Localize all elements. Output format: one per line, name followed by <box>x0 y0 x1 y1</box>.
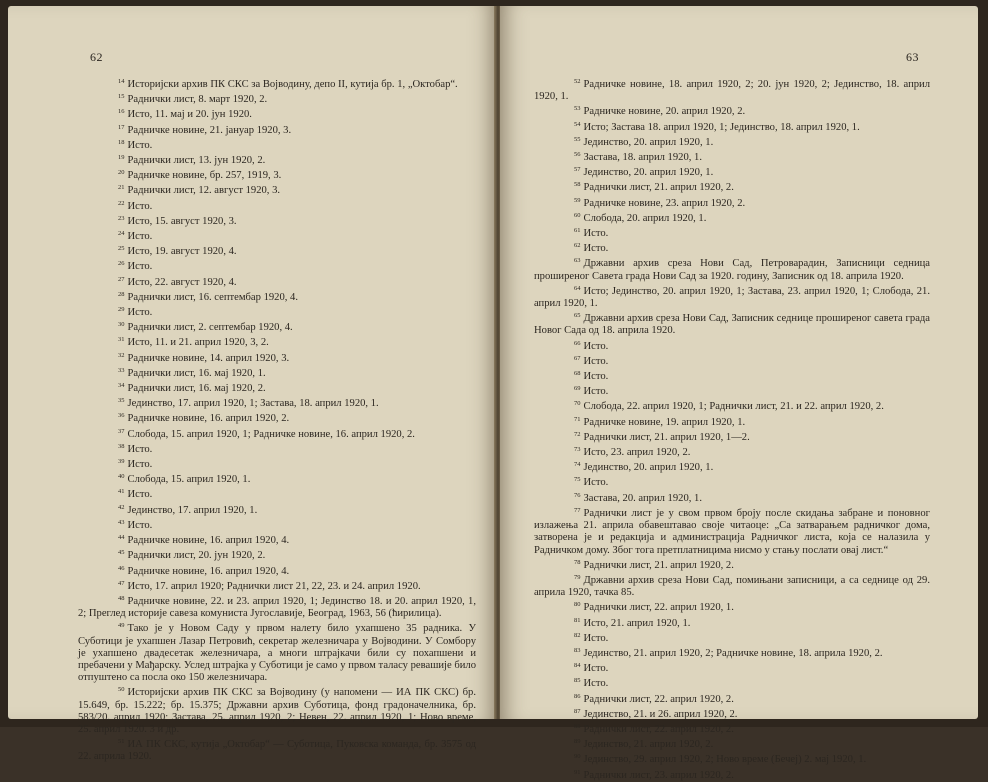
footnote <box>78 502 476 517</box>
footnote-text: Раднички лист, 12. август 1920, 3. <box>127 185 281 197</box>
footnote-text: Јединство, 17. април 1920, 1. <box>127 504 258 516</box>
footnote-text: Раднички лист, 22. април 1920, 1. <box>583 602 734 614</box>
footnote-number: 14 <box>118 78 125 85</box>
footnote <box>534 398 930 413</box>
footnote-number: 28 <box>118 290 125 298</box>
footnote <box>78 426 476 441</box>
footnote-number: 36 <box>118 412 125 420</box>
footnote <box>78 620 476 684</box>
footnote-number: 37 <box>118 427 125 435</box>
footnote <box>78 441 476 456</box>
footnote-text: Историјски архив ПК СКС за Војводину (у напомени — ИА ПК СКС) бр. 15.649, бр. 15.222; бр. 15.375; Државни архив Суботица, фонд градоначелника, бр. 583/20. април 1920; Застава, 25. април 1920, 2; Невен, 22. април 1920, 1; Ново време, 25. април 1920. 3 и др. <box>78 687 476 735</box>
footnote-text: Исто. <box>583 371 609 383</box>
footnote-number: 64 <box>574 284 581 292</box>
footnote-number: 51 <box>118 738 125 746</box>
footnote-text: Застава, 18. април 1920, 1. <box>583 152 702 164</box>
footnote-text: Радничке новине, 18. април 1920, 2; 20. јун 1920, 2; Јединство, 18. април 1920, 1. <box>534 79 930 103</box>
footnote-number: 42 <box>118 503 125 511</box>
footnote-number: 24 <box>118 230 125 238</box>
footnote-number: 21 <box>118 184 125 192</box>
footnote-number: 27 <box>118 275 125 283</box>
footnote-number: 46 <box>118 564 125 572</box>
footnote-number: 40 <box>118 473 125 481</box>
footnote-text: Исто. <box>127 307 153 319</box>
footnote-number: 33 <box>118 366 125 374</box>
footnote <box>534 338 930 353</box>
footnote-number: 26 <box>118 260 125 268</box>
footnote <box>534 240 930 255</box>
footnote-text: Радничке новине, 20. април 1920, 2. <box>583 106 746 118</box>
footnote <box>78 380 476 395</box>
footnote-text: Раднички лист, 22. април 1920, 2. <box>583 723 734 735</box>
footnote <box>78 456 476 471</box>
footnote-text: Исто, 21. април 1920, 1. <box>583 617 691 629</box>
footnote-number: 54 <box>574 120 581 128</box>
footnote-text: Исто. <box>583 663 609 675</box>
footnote <box>78 517 476 532</box>
footnote-text: Раднички лист, 23. април 1920, 2. <box>583 769 734 781</box>
footnote-number: 43 <box>118 518 125 526</box>
footnote <box>534 645 930 660</box>
footnote-text: Слобода, 15. април 1920, 1. <box>127 474 251 486</box>
footnote <box>534 767 930 782</box>
footnote <box>78 471 476 486</box>
footnote-number: 58 <box>574 181 581 189</box>
left-page <box>8 6 496 763</box>
footnote <box>534 691 930 706</box>
footnote <box>78 137 476 152</box>
footnote-text: Раднички лист, 21. април 1920, 2. <box>583 559 734 571</box>
footnote <box>534 103 930 118</box>
footnote-number: 35 <box>118 397 125 405</box>
footnote-number: 48 <box>118 594 125 602</box>
footnote-text: Исто. <box>583 386 609 398</box>
footnote-text: Раднички лист, 20. јун 1920, 2. <box>127 550 266 562</box>
footnote-number: 45 <box>118 549 125 557</box>
footnote <box>78 593 476 620</box>
footnote <box>534 179 930 194</box>
footnote-text: Јединство, 21. и 26. април 1920, 2. <box>583 708 738 720</box>
footnote <box>78 395 476 410</box>
footnote-number: 41 <box>118 488 125 496</box>
footnote <box>534 706 930 721</box>
footnote <box>78 289 476 304</box>
footnote <box>534 444 930 459</box>
footnote-number: 66 <box>574 339 581 347</box>
footnote-text: Радничке новине, 16. април 1920, 4. <box>127 535 290 547</box>
footnote-text: Раднички лист, 8. март 1920, 2. <box>127 94 268 106</box>
footnote <box>534 164 930 179</box>
footnote-number: 19 <box>118 154 125 162</box>
page-number: 62 <box>90 50 103 64</box>
right-page <box>500 6 978 781</box>
footnote-text: Државни архив среза Нови Сад, Записник седнице проширеног савета града Новог Сада од 18. априла 1920. <box>534 313 930 337</box>
footnote-number: 47 <box>118 579 125 587</box>
footnote <box>534 414 930 429</box>
footnote-text: Јединство, 20. април 1920, 1. <box>583 462 714 474</box>
footnote-number: 86 <box>574 692 581 700</box>
footnote <box>78 106 476 121</box>
footnote <box>534 429 930 444</box>
footnote-text: Јединство, 29. април 1920, 2; Ново време (Бечеј) 2. мај 1920, 1. <box>583 754 867 766</box>
footnote-number: 18 <box>118 138 125 146</box>
footnote-number: 85 <box>574 677 581 685</box>
footnote <box>78 563 476 578</box>
footnote <box>78 76 476 91</box>
footnote-text: Исто, 19. август 1920, 4. <box>127 246 237 258</box>
footnote-text: Исто. <box>127 261 153 273</box>
footnote-text: Слобода, 20. април 1920, 1. <box>583 212 707 224</box>
footnote <box>534 210 930 225</box>
footnote-text: Исто. <box>583 355 609 367</box>
footnote-text: Државни архив среза Нови Сад, Петроварадин, Записници седница проширеног Савета града Нови Сад за 1920. годину, Записник од 18. априла 1920. <box>534 258 930 282</box>
footnote <box>78 684 476 736</box>
footnote-number: 61 <box>574 227 581 235</box>
footnote <box>78 122 476 137</box>
footnote <box>78 350 476 365</box>
footnote <box>534 310 930 337</box>
footnote-text: Раднички лист, 16. септембар 1920, 4. <box>127 291 298 303</box>
footnote <box>534 76 930 103</box>
footnote-number: 88 <box>574 722 581 730</box>
footnote-number: 57 <box>574 166 581 174</box>
footnote-text: Јединство, 21. април 1920, 2; Радничке новине, 18. априла 1920, 2. <box>583 647 883 659</box>
footnote <box>534 134 930 149</box>
footnote-text: Јединство, 21. април 1920, 2. <box>583 739 714 751</box>
footnote-text: Исто; Јединство, 20. април 1920, 1; Застава, 23. април 1920, 1; Слобода, 21. април 1920, 1. <box>534 285 930 310</box>
footnote-number: 56 <box>574 151 581 159</box>
footnote-text: Раднички лист, 21. април 1920, 2. <box>583 182 734 194</box>
footnote-number: 75 <box>574 476 581 484</box>
footnote-number: 31 <box>118 336 125 344</box>
footnote-number: 73 <box>574 446 581 454</box>
footnote <box>534 490 930 505</box>
footnote-text: Исто. <box>583 243 609 255</box>
footnote <box>534 630 930 645</box>
footnote-number: 16 <box>118 108 125 116</box>
footnote <box>534 721 930 736</box>
footnote <box>78 304 476 319</box>
footnote-number: 15 <box>118 93 125 101</box>
footnote <box>78 365 476 380</box>
footnote-number: 76 <box>574 491 581 499</box>
footnote-number: 17 <box>118 123 125 131</box>
footnote <box>78 736 476 763</box>
footnote <box>534 368 930 383</box>
footnote <box>534 353 930 368</box>
footnote <box>534 195 930 210</box>
footnote-number: 87 <box>574 707 581 715</box>
footnote <box>78 547 476 562</box>
footnote-text: Исто. <box>127 443 153 455</box>
footnotes-block <box>534 76 930 782</box>
footnote <box>534 383 930 398</box>
footnote-text: Исто. <box>583 678 609 690</box>
footnote-number: 82 <box>574 631 581 639</box>
footnote-text: Исто. <box>583 228 609 240</box>
footnote-number: 79 <box>574 573 581 581</box>
footnote-number: 81 <box>574 616 581 624</box>
footnote-text: Исто, 22. август 1920, 4. <box>127 276 237 288</box>
footnote-number: 62 <box>574 242 581 250</box>
footnote-text: Исто, 15. август 1920, 3. <box>127 215 237 227</box>
footnote-text: Раднички лист, 13. јун 1920, 2. <box>127 155 266 167</box>
footnote <box>534 119 930 134</box>
footnote-text: ИА ПК СКС, кутија „Октобар“ — Суботица, Пуковска команда, бр. 3575 од 22. априла 1920. <box>78 739 476 763</box>
footnote-number: 53 <box>574 105 581 113</box>
footnote-text: Радничке новине, 16. април 1920, 2. <box>127 413 290 425</box>
footnote-number: 22 <box>118 199 125 207</box>
footnote <box>534 751 930 766</box>
footnote-text: Исто. <box>127 489 153 501</box>
footnote-number: 20 <box>118 169 125 177</box>
footnote-text: Државни архив среза Нови Сад, помињани записници, а са седнице од 29. априла 1920, тачка 85. <box>534 574 930 599</box>
footnote <box>534 557 930 572</box>
footnote <box>78 410 476 425</box>
footnote-number: 78 <box>574 558 581 566</box>
footnote-number: 80 <box>574 601 581 609</box>
footnote-text: Исто. <box>127 231 153 243</box>
footnote-text: Исто, 11. мај и 20. јун 1920. <box>127 109 252 121</box>
footnote-number: 63 <box>574 257 581 265</box>
footnote-text: Исто; Застава 18. април 1920, 1; Јединство, 18. април 1920, 1. <box>583 121 860 133</box>
footnote-text: Исто, 11. и 21. април 1920, 3, 2. <box>127 337 269 349</box>
footnote-text: Раднички лист, 2. септембар 1920, 4. <box>127 322 293 334</box>
footnote-number: 52 <box>574 78 581 85</box>
footnote-number: 44 <box>118 534 125 542</box>
footnote-number: 23 <box>118 214 125 222</box>
footnote <box>78 334 476 349</box>
footnote <box>78 486 476 501</box>
footnote-number: 69 <box>574 385 581 393</box>
footnote-text: Слобода, 22. април 1920, 1; Раднички лист, 21. и 22. април 1920, 2. <box>583 401 884 413</box>
footnote-number: 29 <box>118 306 125 314</box>
footnote-text: Исто, 17. април 1920; Раднички лист 21, 22, 23. и 24. април 1920. <box>127 580 421 592</box>
footnote-text: Исто. <box>583 340 609 352</box>
footnote-text: Тако је у Новом Саду у првом налету било ухапшено 35 радника. У Суботици је ухапшен Лазар Петровић, секретар железничара у Војводини. У Сомбору је ухапшено двадесетак железничара, а многи штрајкачи били су похапшени и пребачени у Мађарску. Услед штрајка у Суботици је само у првом таласу ревашије било отпуштено са посла око 150 железничара. <box>78 623 476 684</box>
footnote <box>534 736 930 751</box>
footnote <box>534 615 930 630</box>
footnote-text: Исто. <box>127 459 153 471</box>
footnote <box>78 152 476 167</box>
footnote-text: Радничке новине, 21. јануар 1920, 3. <box>127 124 292 136</box>
footnote <box>534 599 930 614</box>
footnote-number: 50 <box>118 686 125 694</box>
footnote <box>78 258 476 273</box>
footnote-text: Раднички лист, 22. април 1920, 2. <box>583 693 734 705</box>
footnote-text: Јединство, 17. април 1920, 1; Застава, 18. април 1920, 1. <box>127 398 379 410</box>
footnote-text: Раднички лист, 16. мај 1920, 1. <box>127 367 266 379</box>
footnote-number: 65 <box>574 312 581 320</box>
footnote <box>78 198 476 213</box>
footnote <box>78 319 476 334</box>
footnote-text: Исто. <box>583 632 609 644</box>
footnote-number: 90 <box>574 753 581 761</box>
footnote-text: Раднички лист, 21. април 1920, 1—2. <box>583 431 750 443</box>
footnote-text: Исто. <box>127 139 153 151</box>
footnote-text: Радничке новине, 23. април 1920, 2. <box>583 197 746 209</box>
footnote <box>78 167 476 182</box>
footnote <box>534 255 930 282</box>
footnote-number: 71 <box>574 415 581 423</box>
footnote-number: 32 <box>118 351 125 359</box>
footnote-text: Радничке новине, 14. април 1920, 3. <box>127 352 290 364</box>
footnote-number: 60 <box>574 211 581 219</box>
footnote <box>534 149 930 164</box>
footnote-text: Слобода, 15. април 1920, 1; Радничке новине, 16. април 1920, 2. <box>127 428 415 440</box>
footnote-text: Застава, 20. април 1920, 1. <box>583 492 702 504</box>
footnote <box>534 459 930 474</box>
footnote-number: 55 <box>574 135 581 143</box>
footnote-number: 89 <box>574 738 581 746</box>
footnote-text: Јединство, 20. април 1920, 1. <box>583 167 714 179</box>
footnote-text: Исто, 23. април 1920, 2. <box>583 447 691 459</box>
footnote <box>534 660 930 675</box>
footnote <box>78 213 476 228</box>
footnotes-block <box>78 76 476 764</box>
footnote-text: Историјски архив ПК СКС за Војводину, депо II, кутија бр. 1, „Октобар“. <box>127 79 458 90</box>
footnote-number: 91 <box>574 768 581 776</box>
footnote-number: 38 <box>118 442 125 450</box>
footnote-text: Исто. <box>127 519 153 531</box>
footnote <box>534 474 930 489</box>
footnote-number: 30 <box>118 321 125 329</box>
footnote-text: Радничке новине, 19. април 1920, 1. <box>583 416 746 428</box>
footnote <box>78 243 476 258</box>
footnote-number: 39 <box>118 458 125 466</box>
footnote <box>78 578 476 593</box>
footnote <box>534 675 930 690</box>
footnote-text: Радничке новине, 16. април 1920, 4. <box>127 565 290 577</box>
footnote <box>78 182 476 197</box>
footnote-number: 74 <box>574 461 581 469</box>
footnote <box>534 505 930 557</box>
footnote-text: Исто. <box>583 477 609 489</box>
footnote-number: 83 <box>574 646 581 654</box>
footnote-number: 72 <box>574 430 581 438</box>
footnote-text: Радничке новине, бр. 257, 1919, 3. <box>127 170 282 182</box>
footnote <box>78 228 476 243</box>
footnote-text: Исто. <box>127 200 153 212</box>
footnote-text: Раднички лист, 16. мај 1920, 2. <box>127 383 266 395</box>
footnote-number: 34 <box>118 382 125 390</box>
footnote <box>534 572 930 599</box>
footnote-number: 84 <box>574 662 581 670</box>
footnote <box>78 532 476 547</box>
footnote-number: 70 <box>574 400 581 408</box>
page-number: 63 <box>906 50 919 64</box>
footnote-text: Јединство, 20. април 1920, 1. <box>583 136 714 148</box>
footnote-number: 49 <box>118 622 125 630</box>
footnote-number: 68 <box>574 370 581 378</box>
footnote <box>78 91 476 106</box>
footnote <box>78 274 476 289</box>
footnote-number: 25 <box>118 245 125 253</box>
footnote <box>534 283 930 310</box>
footnote-number: 67 <box>574 354 581 362</box>
footnote-text: Раднички лист је у свом првом броју после скидања забране и поновног излажења 21. априла обавештавао своје читаоце: „Са затварањем радничког дома, затворена је и редакција и администрација Радничког листа, која се налазила у Радничком дому. Због тога претплатницима нисмо у стању послати овај лист.“ <box>534 507 930 556</box>
footnote-text: Радничке новине, 22. и 23. април 1920, 1; Јединство 18. и 20. април 1920, 1, 2; Преглед историје савеза комуниста Југославије, Београд, 1963, 56 (ћирилица). <box>78 595 476 620</box>
footnote-number: 59 <box>574 196 581 204</box>
footnote <box>534 225 930 240</box>
footnote-number: 77 <box>574 506 581 514</box>
